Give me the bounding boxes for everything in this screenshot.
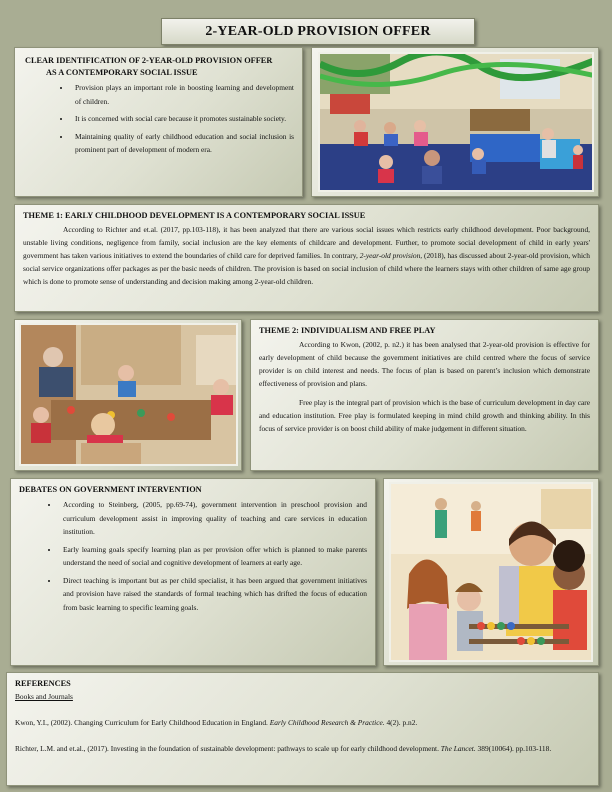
theme1-text-b: (2018), has discussed about 2-year-old provision, which social service organizations offer packages as per the basic needs of children. The provision is based on social inclusion of child where the learners stays with other children of same age group which is done to promote sense of understanding and decision making among 2-year-old children. xyxy=(23,251,590,286)
references-heading: REFERENCES xyxy=(15,679,71,688)
reference-item xyxy=(15,742,590,755)
reference-volume: 389(10064). pp.103-118. xyxy=(475,744,552,753)
toddlers-photo xyxy=(19,323,238,466)
reference-volume: 4(2). p.n2. xyxy=(384,718,418,727)
theme1-paragraph xyxy=(23,223,590,288)
debates-bullet: • Early learning goals specify learning plan as per provision offer which is planned to make parents understand the need of social and cognitive development of learners at early age. xyxy=(59,543,367,570)
theme2-paragraph-1: According to Kwon, (2002, p. n2.) it has been analysed that 2-year-old provision is effective for early development of child because the government initiatives are child centred where the focus of service provider is on child interest and needs. The focus of plan is based on parent’s inclusion which demonstrate effectiveness of provision and plans. xyxy=(259,340,590,388)
theme2-paragraph-2: Free play is the integral part of provision which is the base of curriculum development in day care and education institution. Free play is formulated keeping in mind child growth and thinking ability. In this focus of service provider is on boost child ability of make judgement in different situation. xyxy=(259,398,590,433)
reference-journal: The Lancet. xyxy=(440,744,476,753)
theme2-heading: THEME 2: INDIVIDUALISM AND FREE PLAY xyxy=(259,326,436,335)
intro-bullet: • Provision plays an important role in boosting learning and development of children. xyxy=(71,81,294,108)
theme1-text-a: According to Richter and et.al. (2017, pp.103-118), it has been analyzed that there are various social issues which restricts early childhood development. Poor background, unstable living conditions, negligence from family, social inclusion are the key elements of childcare and development. Further, to promote social development of child in early years' government has taken various initiatives to extend the boundaries of child care for deprived families. In contrary, xyxy=(23,225,590,260)
toddlers-image xyxy=(21,325,238,466)
references-panel xyxy=(6,672,599,786)
classroom-image xyxy=(320,54,594,192)
intro-bullet: • It is concerned with social care because it promotes sustainable society. xyxy=(71,112,294,126)
intro-heading-line2: AS A CONTEMPORARY SOCIAL ISSUE xyxy=(46,68,198,77)
theme1-heading: THEME 1: EARLY CHILDHOOD DEVELOPMENT IS A CONTEMPORARY SOCIAL ISSUE xyxy=(23,211,366,220)
debates-panel xyxy=(10,478,376,666)
debates-bullet: • According to Steinberg, (2005, pp.69-74), government intervention in preschool provision and curriculum development assist in improving quality of teaching and care services in education institution. xyxy=(59,498,367,539)
teacher-image xyxy=(391,484,593,662)
theme1-panel xyxy=(14,204,599,312)
teacher-photo xyxy=(389,482,593,662)
intro-bullet-list xyxy=(25,81,294,157)
reference-text: Richter, L.M. and et.al., (2017). Investing in the foundation of sustainable development: pathways to scale up for early childhood development. xyxy=(15,744,441,753)
theme1-text-italic: 2-year-old provision, xyxy=(359,251,423,260)
intro-panel xyxy=(14,47,303,197)
reference-text: Kwon, Y.I., (2002). Changing Curriculum for Early Childhood Education in England. xyxy=(15,718,270,727)
debates-heading: DEBATES ON GOVERNMENT INTERVENTION xyxy=(19,485,202,494)
intro-bullet: • Maintaining quality of early childhood education and social inclusion is prominent part of development of modern era. xyxy=(71,130,294,157)
debates-bullet: • Direct teaching is important but as per child specialist, it has been argued that government initiatives and provision have raised the standards of formal teaching which has drifted the focus of education from basic learning to specific learning goals. xyxy=(59,574,367,615)
references-subheading: Books and Journals xyxy=(15,692,73,701)
theme2-panel xyxy=(250,319,599,471)
page-title: 2-YEAR-OLD PROVISION OFFER xyxy=(161,18,475,45)
reference-journal: Early Childhood Research & Practice. xyxy=(269,718,385,727)
intro-heading-line1: CLEAR IDENTIFICATION OF 2-YEAR-OLD PROVISION OFFER xyxy=(25,56,273,65)
debates-bullet-list xyxy=(19,498,367,614)
reference-item xyxy=(15,716,590,729)
classroom-photo xyxy=(318,52,594,192)
